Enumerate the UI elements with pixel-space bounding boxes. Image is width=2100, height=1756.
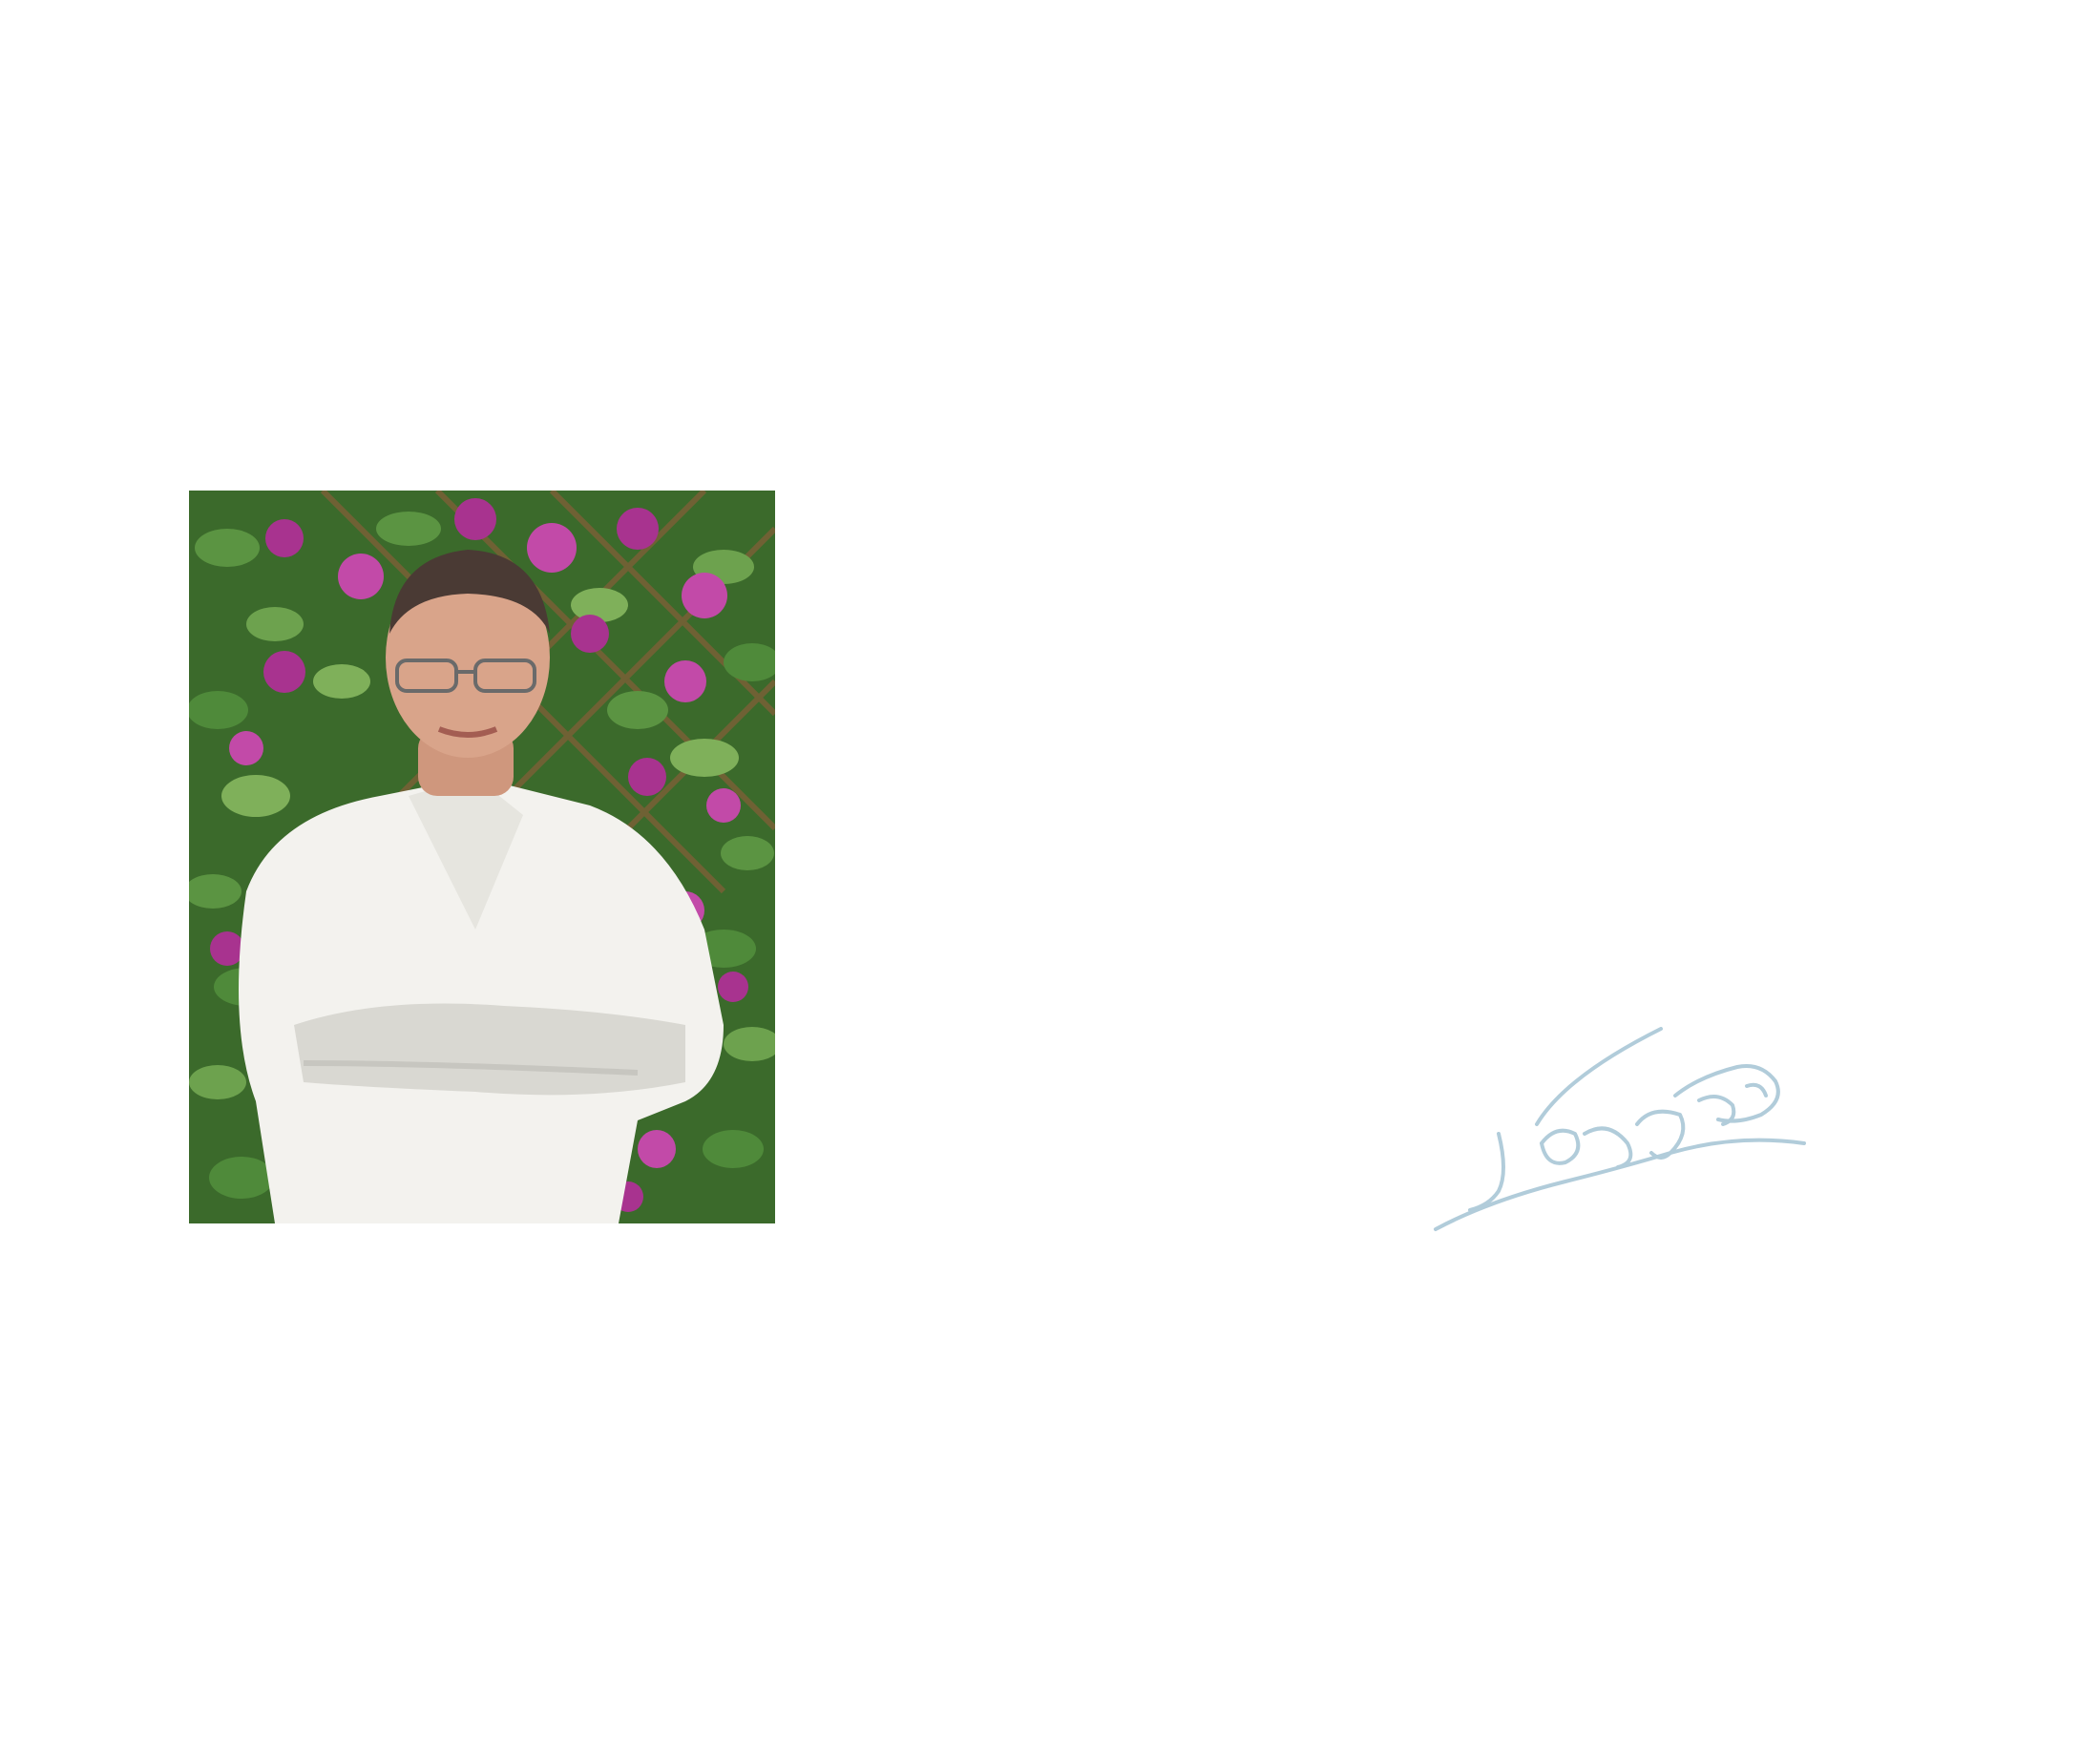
signature-illustration bbox=[1432, 1010, 1842, 1239]
portrait-illustration bbox=[189, 491, 775, 1223]
chef-portrait-photo bbox=[189, 491, 775, 1223]
crossed-arms bbox=[294, 1004, 685, 1096]
handwritten-signature bbox=[1432, 1010, 1842, 1239]
